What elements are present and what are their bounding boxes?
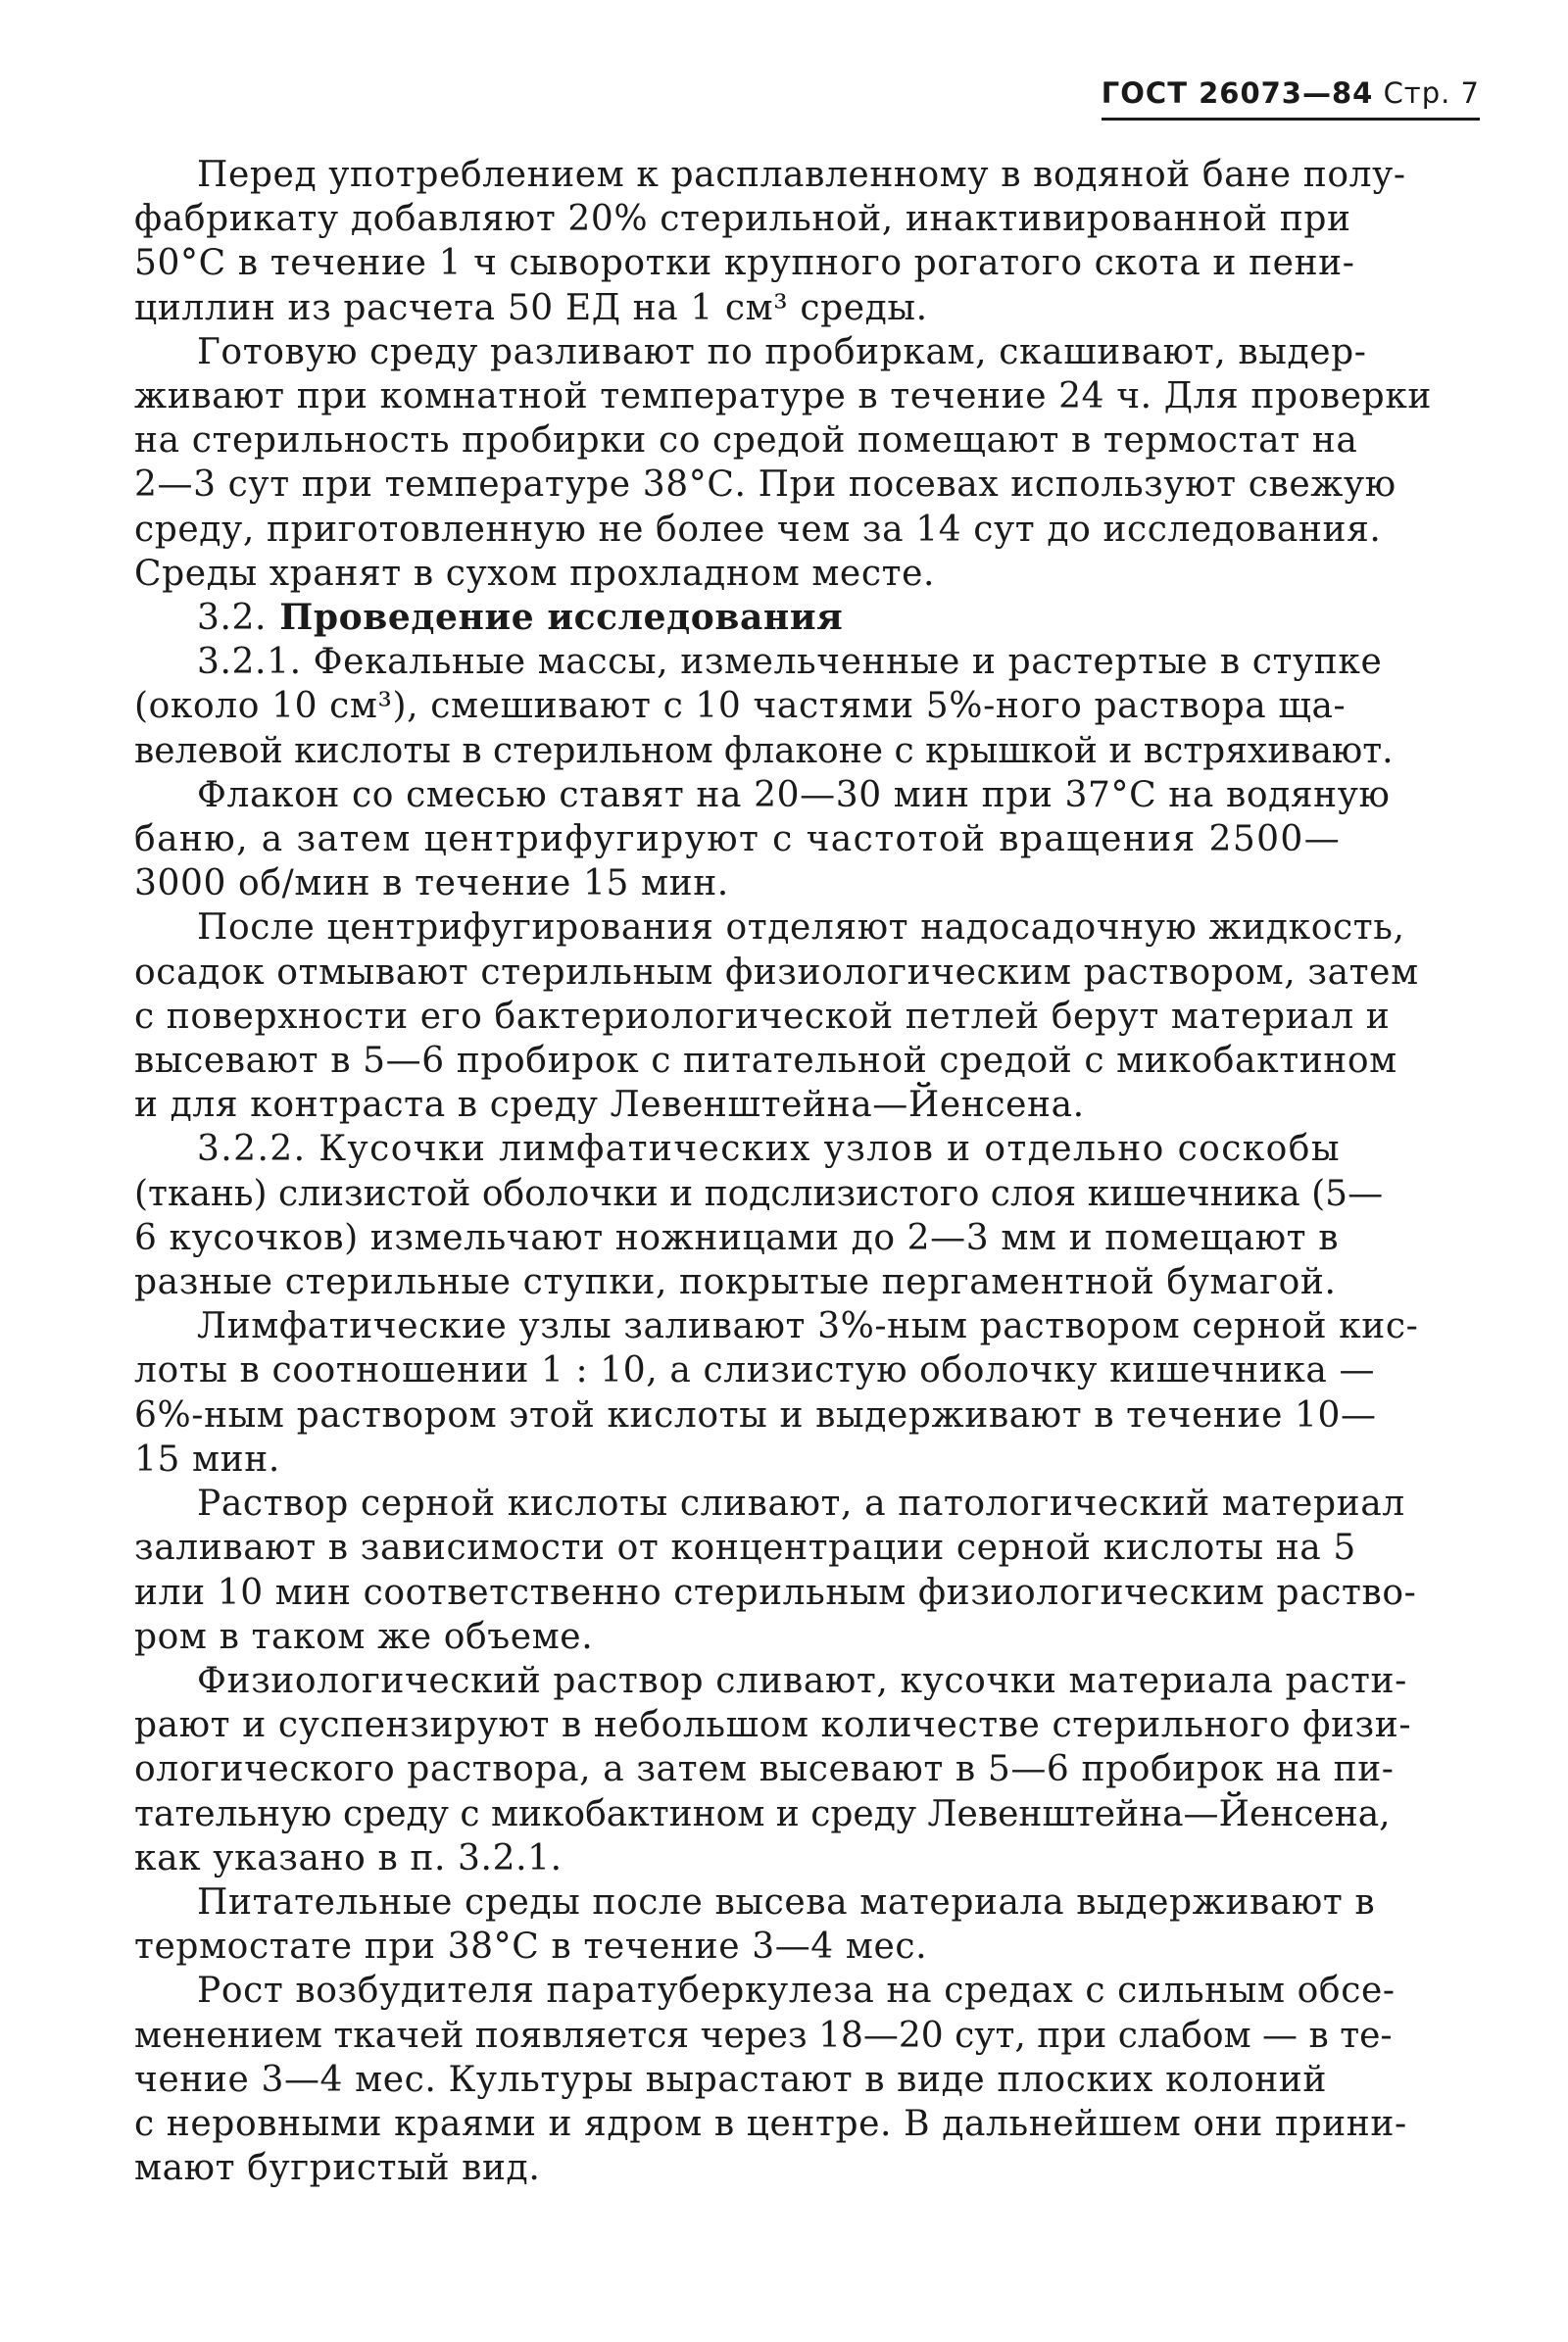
text-line: высевают в 5—6 пробирок с питательной средой с микобактином	[134, 1041, 1397, 1082]
paragraph-3-2-2	[134, 1127, 1487, 1304]
text-line: Готовую среду разливают по пробиркам, скашивают, выдер-	[197, 331, 1367, 372]
standard-code: ГОСТ 26073—84	[1101, 76, 1374, 110]
paragraph-serum-addition	[134, 153, 1487, 330]
text-line: и для контраста в среду Левенштейна—Йенсена.	[134, 1085, 1085, 1126]
text-line: 3000 об/мин в течение 15 мин.	[134, 863, 729, 904]
text-line: (ткань) слизистой оболочки и подслизистого слоя кишечника (5—	[134, 1173, 1384, 1214]
text-line: тательную среду с микобактином и среду Левенштейна—Йенсена,	[134, 1793, 1391, 1834]
text-line: менением ткачей появляется через 18—20 сут, при слабом — в те-	[134, 2015, 1393, 2056]
paragraph-after-centrifuge	[134, 905, 1487, 1127]
text-line: 2—3 сут при температуре 38°С. При посевах используют свежую	[134, 464, 1396, 506]
text-line: осадок отмывают стерильным физиологическим раствором, затем	[134, 951, 1419, 993]
text-line: разные стерильные ступки, покрытые пергаментной бумагой.	[134, 1262, 1337, 1303]
text-line: на стерильность пробирки со средой помещают в термостат на	[134, 420, 1358, 462]
text-line: велевой кислоты в стерильном флаконе с крышкой и встряхивают.	[134, 730, 1394, 771]
text-line: Лимфатические узлы заливают 3%-ным раствором серной кис-	[197, 1306, 1419, 1347]
section-heading	[134, 596, 1487, 640]
text-line: как указано в п. 3.2.1.	[134, 1837, 563, 1878]
text-line: с поверхности его бактериологической петлей берут материал и	[134, 996, 1391, 1037]
paragraph-incubation	[134, 1880, 1487, 1969]
paragraph-acid-removal	[134, 1482, 1487, 1659]
text-line: рают и суспензируют в небольшом количестве стерильного физи-	[134, 1705, 1412, 1746]
text-line: термостате при 38°С в течение 3—4 мес.	[134, 1927, 928, 1968]
section-number: 3.2.	[197, 598, 268, 639]
text-line: Рост возбудителя паратуберкулеза на средах с сильным обсе-	[197, 1971, 1396, 2012]
text-line: баню, а затем центрифугируют с частотой вращения 2500—	[134, 819, 1342, 860]
text-line: 3.2.1. Фекальные массы, измельченные и растертые в ступке	[197, 642, 1383, 683]
text-line: 15 мин.	[134, 1439, 280, 1480]
text-line: лоты в соотношении 1 : 10, а слизистую оболочку кишечника —	[134, 1350, 1376, 1391]
text-line: циллин из расчета 50 ЕД на 1 см³ среды.	[134, 287, 928, 328]
text-line: с неровными краями и ядром в центре. В дальнейшем они прини-	[134, 2103, 1407, 2144]
paragraph-3-2-1	[134, 640, 1487, 773]
page-header	[1102, 76, 1480, 121]
text-line: живают при комнатной температуре в течение 24 ч. Для проверки	[134, 376, 1433, 417]
text-line: 50°С в течение 1 ч сыворотки крупного рогатого скота и пени-	[134, 243, 1355, 284]
paragraph-centrifuge	[134, 773, 1487, 906]
document-body	[134, 153, 1487, 2190]
text-line: Раствор серной кислоты сливают, а патологический материал	[197, 1484, 1405, 1525]
text-line: фабрикату добавляют 20% стерильной, инактивированной при	[134, 199, 1351, 240]
text-line: среду, приготовленную не более чем за 14 сут до исследования.	[134, 509, 1382, 550]
text-line: Флакон со смесью ставят на 20—30 мин при 37°С на водяную	[197, 774, 1391, 815]
paragraph-medium-storage	[134, 330, 1487, 596]
paragraph-saline-removal	[134, 1659, 1487, 1880]
text-line: 6 кусочков) измельчают ножницами до 2—3 мм и помещают в	[134, 1217, 1340, 1258]
text-line: 6%-ным раствором этой кислоты и выдерживают в течение 10—	[134, 1394, 1377, 1436]
text-line: заливают в зависимости от концентрации серной кислоты на 5	[134, 1528, 1356, 1569]
text-line: ологического раствора, а затем высевают в 5—6 пробирок на пи-	[134, 1749, 1395, 1790]
text-line: После центрифугирования отделяют надосадочную жидкость,	[197, 907, 1405, 949]
text-line: или 10 мин соответственно стерильным физиологическим раство-	[134, 1572, 1417, 1613]
text-line: чение 3—4 мес. Культуры вырастают в виде плоских колоний	[134, 2059, 1327, 2100]
text-line: ром в таком же объеме.	[134, 1616, 594, 1657]
text-line: Среды хранят в сухом прохладном месте.	[134, 553, 936, 594]
text-line: мают бугристый вид.	[134, 2148, 541, 2189]
text-line: Перед употреблением к расплавленному в водяной бане полу-	[197, 155, 1406, 195]
section-title: Проведение исследования	[279, 597, 844, 639]
paragraph-growth	[134, 1969, 1487, 2190]
text-line: 3.2.2. Кусочки лимфатических узлов и отдельно соскобы	[197, 1129, 1341, 1170]
paragraph-lymph-nodes	[134, 1304, 1487, 1482]
text-line: (около 10 см³), смешивают с 10 частями 5%-ного раствора ща-	[134, 686, 1347, 727]
page-number: Стр. 7	[1383, 76, 1480, 110]
text-line: Физиологический раствор сливают, кусочки материала расти-	[197, 1660, 1407, 1701]
text-line: Питательные среды после высева материала выдерживают в	[197, 1881, 1376, 1923]
